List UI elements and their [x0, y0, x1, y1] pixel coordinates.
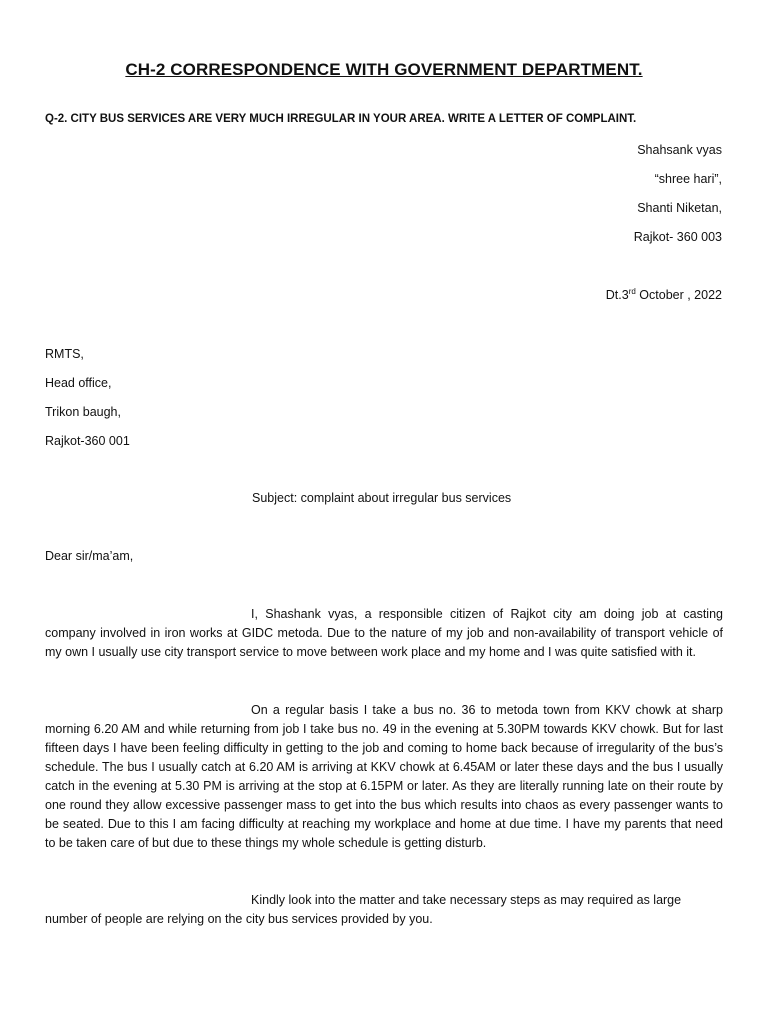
letter-date: [606, 287, 722, 302]
salutation: Dear sir/ma’am,: [45, 549, 134, 563]
recipient-line: Head office,: [45, 376, 112, 390]
recipient-address: [45, 346, 130, 462]
sender-name: Shahsank vyas: [637, 143, 722, 157]
sender-address: [634, 142, 722, 258]
question-text: Q-2. CITY BUS SERVICES ARE VERY MUCH IRREGULAR IN YOUR AREA. WRITE A LETTER OF COMPLAINT.: [45, 113, 637, 125]
sender-address-line: Rajkot- 360 003: [633, 230, 722, 244]
chapter-title: CH-2 CORRESPONDENCE WITH GOVERNMENT DEPARTMENT.: [125, 60, 643, 79]
subject-line: Subject: complaint about irregular bus services: [252, 491, 512, 505]
body-paragraph: Kindly look into the matter and take necessary steps as may required as large number of people are relying on the city bus services provided by you.: [45, 893, 682, 926]
date-suffix: October , 2022: [635, 288, 722, 303]
sender-address-line: Shanti Niketan,: [637, 201, 722, 215]
sender-address-line: “shree hari”,: [654, 172, 722, 186]
date-superscript: rd: [628, 287, 636, 296]
recipient-line: RMTS,: [45, 347, 84, 361]
body-paragraph: I, Shashank vyas, a responsible citizen of Rajkot city am doing job at casting company involved in iron works at GIDC metoda. Due to the nature of my job and non-availability of transport vehicle of my own I usually use city transport service to move between work place and my home and I was quite satisfied with it.: [45, 607, 723, 659]
recipient-line: Rajkot-360 001: [45, 434, 130, 448]
body-paragraph: On a regular basis I take a bus no. 36 to metoda town from KKV chowk at sharp morning 6.20 AM and while returning from job I take bus no. 49 in the evening at 5.30PM towards KKV chowk. But for last fifteen days I have been feeling difficulty in getting to the job and coming to home back because of irregularity of the bus’s schedule. The bus I usually catch at 6.20 AM is arriving at KKV chowk at 6.45AM or later these days and the bus I usually catch in the evening at 5.30 PM is arriving at the stop at 6.15PM or later. As they are literally running late on their route by one round they allow excessive passenger mass to get into the bus which results into chaos as every passenger wants to be seated. Due to this I am facing difficulty at reaching my workplace and home at due time. I have my parents that need to be taken care of but due to these things my whole schedule is getting disturb.: [45, 703, 723, 850]
recipient-line: Trikon baugh,: [45, 405, 121, 419]
date-prefix: Dt.3: [605, 288, 629, 303]
